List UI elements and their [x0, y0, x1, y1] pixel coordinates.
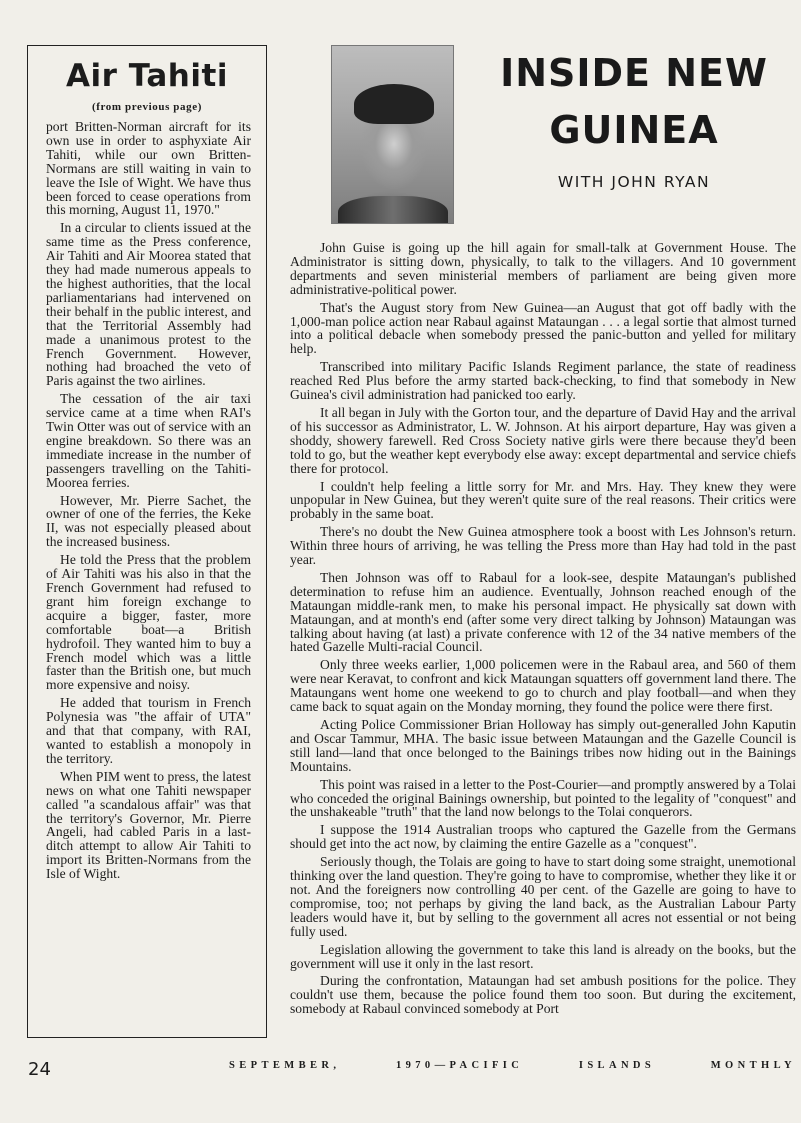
article-paragraph: This point was raised in a letter to the Post-Courier—and promptly answered by a Tolai who conceded the original Bainings ownership, but pointed to the legality of "conquest" and the unshakeable "truth" that the land now belongs to the Tolai conquerors. — [290, 776, 796, 820]
article-headline — [486, 45, 782, 159]
article-byline: WITH JOHN RYAN — [557, 173, 711, 191]
sidebar-subtitle: (from previous page) — [92, 101, 202, 113]
sidebar-paragraph: In a circular to clients issued at the same time as the Press conference, Air Tahiti and Air Moorea stated that they had made numerous appeals to the highest authorities, that the local parliamentarians had intervened on their behalf in the public interest, and that the Territorial Assembly had made a unanimous protest to the French Government. However, nothing had broached the veto of Paris against the two airlines. — [46, 220, 251, 389]
sidebar-paragraph: He told the Press that the problem of Air Tahiti was his also in that the French Government had refused to grant him foreign exchange to acquire a bigger, faster, more comfortable boat—a British hydrofoil. They wanted him to buy a French model which was a little faster than the British one, but much more expensive and noisy. — [46, 552, 251, 693]
footer-month: SEPTEMBER, — [229, 1060, 341, 1071]
article-paragraph: Legislation allowing the government to take this land is already on the books, but the government will use it only in the last resort. — [290, 941, 796, 971]
article-paragraph: John Guise is going up the hill again for small-talk at Government House. The Administrator is sitting down, physically, to talk to the villagers. And 10 government departments and seven ministerial members of parliament are being given more administrative-political power. — [290, 240, 796, 297]
running-footer — [229, 1060, 796, 1071]
photo-hair — [354, 84, 434, 124]
article-paragraph: That's the August story from New Guinea—an August that got off badly with the 1,000-man police action near Rabaul against Mataungan . . . a legal sortie that almost turned into a political debacle when somebody pressed the panic-button and yelled for military help. — [290, 299, 796, 357]
article-paragraph: It all began in July with the Gorton tour, and the departure of David Hay and the arrival of his successor as Administrator, L. W. Johnson. At his airport departure, Hay was given a shoddy, showery farewell. Red Cross Society native girls were there because they'd been told to go, but the weather kept everybody else away: except departmental and service chiefs there for protocol. — [290, 404, 796, 476]
sidebar-paragraph: port Britten-Norman aircraft for its own use in order to asphyxiate Air Tahiti, while our own Britten-Normans are still waiting in vain to leave the Isle of Wight. We have thus been forced to cease operations from this morning, August 11, 1970." — [46, 119, 251, 218]
photo-collar — [338, 196, 448, 224]
headline-line: INSIDE NEW — [500, 51, 768, 95]
article-paragraph: Transcribed into military Pacific Islands Regiment parlance, the state of readiness reached Red Plus before the army started back-checking, to find that somebody in New Guinea's civil administration had panicked too early. — [290, 359, 796, 403]
footer-islands: ISLANDS — [578, 1060, 656, 1071]
sidebar-paragraph: He added that tourism in French Polynesia was "the affair of UTA" and that that company, with RAI, wanted to establish a monopoly in the territory. — [46, 695, 251, 766]
article-paragraph: Only three weeks earlier, 1,000 policemen were in the Rabaul area, and 560 of them were near Keravat, to confront and kick Mataungan squatters off government land there. The Mataungans went home one weekend to go to church and play football—and when they came back to squat again on the Monday morning, they found the police were there first. — [290, 657, 796, 715]
footer-monthly: MONTHLY — [710, 1060, 796, 1071]
page-number: 24 — [28, 1059, 51, 1080]
article-body — [290, 241, 796, 1020]
article-paragraph: Acting Police Commissioner Brian Holloway has simply out-generalled John Kaputin and Oscar Tammur, MHA. The basic issue between Mataungan and the Gazelle Council is still land—land that once belonged to the Bainings tribes now hiding out in the Bainings Mountains. — [290, 717, 796, 774]
sidebar-body — [46, 120, 251, 885]
sidebar-title: Air Tahiti — [66, 58, 228, 94]
article-paragraph: Then Johnson was off to Rabaul for a look-see, despite Mataungan's published determination to refuse him an audience. Eventually, Johnson reached enough of the Mataungan middle-rank men, to make his personal impact. He physically sat down with Mataungan, and at month's end (after some very direct talking by Johnson) Mataungan was talking about having (at last) a private conference with 12 of the 34 native members of the hated Gazelle Multi-racial Council. — [290, 569, 796, 655]
author-photo — [331, 45, 454, 224]
footer-year-publication: 1970—PACIFIC — [395, 1060, 524, 1071]
headline-line: GUINEA — [549, 108, 719, 152]
sidebar-paragraph: However, Mr. Pierre Sachet, the owner of one of the ferries, the Keke II, was not especially pleased about the increased business. — [46, 492, 251, 550]
article-paragraph: Seriously though, the Tolais are going to have to start doing some straight, unemotional thinking over the land question. They're going to have to compromise, whether they like it or not. And the foreigners now controlling 40 per cent. of the Gazelle are going to have to compromise, too; not perhaps by giving the land back, as the Australian Labour Party leaders would have it, but by selling to the government all acres not essential or not being fully used. — [290, 854, 796, 939]
article-paragraph: I couldn't help feeling a little sorry for Mr. and Mrs. Hay. They knew they were unpopular in New Guinea, but they weren't quite sure of the real reasons. Their critics were probably in the same boat. — [290, 478, 796, 522]
article-paragraph: During the confrontation, Mataungan had set ambush positions for the police. They couldn't use them, because the police found them too soon. But during the excitement, somebody at Rabaul convinced somebody at Port — [290, 973, 796, 1017]
sidebar-paragraph: When PIM went to press, the latest news on what one Tahiti newspaper called "a scandalous affair" was that the territory's Governor, Mr. Pierre Angeli, had cabled Paris in a last-ditch attempt to allow Air Tahiti to import its Britten-Normans from the Isle of Wight. — [46, 768, 251, 882]
article-paragraph: I suppose the 1914 Australian troops who captured the Gazelle from the Germans should get into the act now, by claiming the entire Gazelle as a "conquest". — [290, 822, 796, 852]
sidebar-paragraph: The cessation of the air taxi service came at a time when RAI's Twin Otter was out of service with an engine breakdown. So there was an immediate increase in the number of passengers travelling on the Tahiti-Moorea ferries. — [46, 391, 251, 490]
article-paragraph: There's no doubt the New Guinea atmosphere took a boost with Les Johnson's return. Within three hours of arriving, he was telling the Press more than Hay had told in the past year. — [290, 524, 796, 568]
